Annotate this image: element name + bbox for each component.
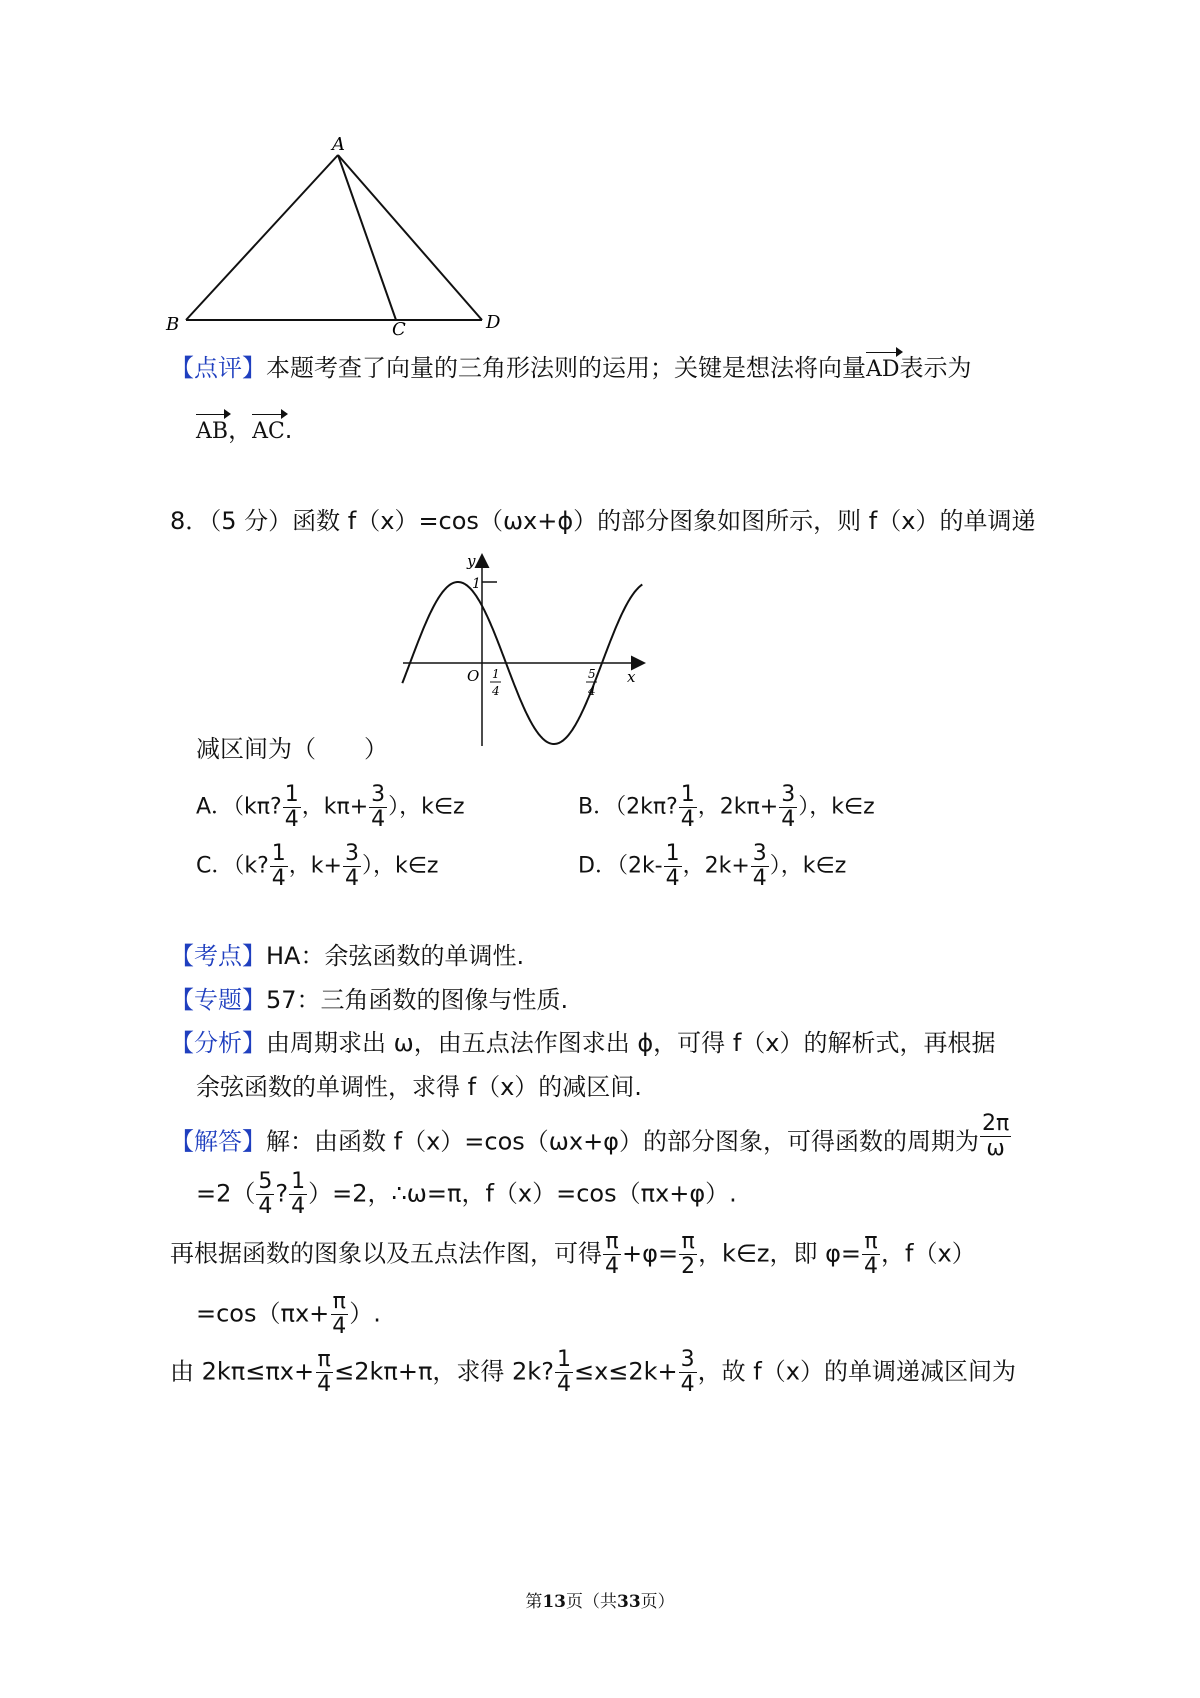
- frac-num: 1: [271, 841, 286, 866]
- frac-den: 4: [271, 866, 286, 891]
- kaodian-line: [170, 940, 524, 972]
- jieda-line-2: [196, 1170, 737, 1219]
- tick2-num: 5: [588, 667, 596, 681]
- review-text: 本题考查了向量的三角形法则的运用；关键是想法将向量: [266, 354, 866, 382]
- frac-num: π: [317, 1347, 331, 1372]
- vector-ac: AC: [252, 416, 285, 448]
- fenxi-line-2: 余弦函数的单调性，求得 f（x）的减区间.: [196, 1073, 642, 1101]
- review-tag: 【点评】: [170, 354, 266, 382]
- footer-page: 13: [542, 1592, 566, 1612]
- kaodian-text: HA：余弦函数的单调性.: [266, 942, 525, 970]
- kaodian-tag: 【考点】: [170, 942, 266, 970]
- option-c[interactable]: [196, 842, 438, 891]
- frac-den: 4: [556, 1372, 571, 1397]
- frac-num: 1: [665, 841, 680, 866]
- line4-b: ）.: [349, 1299, 381, 1328]
- fraction: [679, 1348, 697, 1397]
- frac-den: 2: [681, 1254, 696, 1279]
- option-c-mid: ，k+: [288, 853, 342, 879]
- frac-num: 3: [781, 782, 796, 807]
- missing-glyph: ?: [257, 853, 269, 879]
- frac-den: 4: [284, 807, 299, 832]
- line5-b: ≤2kπ+π，求得 2k: [334, 1357, 542, 1386]
- cosine-graph: [395, 548, 655, 758]
- zhuanti-tag: 【专题】: [170, 986, 266, 1014]
- frac-num: 3: [344, 841, 359, 866]
- y-one-label: 1: [472, 576, 481, 592]
- frac-num: 3: [752, 841, 767, 866]
- fraction: [603, 1230, 621, 1279]
- frac-den: 4: [605, 1254, 619, 1279]
- option-b-mid: ，2kπ+: [697, 794, 779, 820]
- missing-glyph: ?: [666, 794, 678, 820]
- label-d: D: [486, 312, 501, 333]
- frac-num: π: [332, 1289, 346, 1314]
- frac-den: 4: [665, 866, 680, 891]
- frac-num: π: [681, 1229, 695, 1254]
- frac-num: 3: [680, 1347, 695, 1372]
- label-c: C: [392, 319, 406, 340]
- fraction: [555, 1348, 573, 1397]
- x-axis-label: x: [627, 668, 636, 686]
- footer-post: 页）: [640, 1592, 675, 1612]
- frac-den: 4: [752, 866, 767, 891]
- fraction-2pi-omega: [980, 1112, 1011, 1161]
- line4-a: =cos（πx+: [196, 1299, 330, 1328]
- frac-den: 4: [371, 807, 386, 832]
- line3-b: +φ=: [622, 1239, 679, 1268]
- line3-c: ，k∈z，即 φ=: [698, 1239, 862, 1268]
- frac-den: 4: [680, 807, 695, 832]
- side-ad: [338, 155, 482, 320]
- option-d-prefix: D．（2k-: [578, 853, 663, 879]
- page-footer: [0, 1587, 1200, 1612]
- fraction: [679, 1230, 697, 1279]
- jieda-text: 解：由函数 f（x）=cos（ωx+φ）的部分图象，可得函数的周期为: [266, 1127, 980, 1156]
- frac-den: 4: [344, 866, 359, 891]
- frac-num: 2π: [982, 1111, 1010, 1136]
- fraction: [289, 1170, 307, 1219]
- option-a[interactable]: [196, 783, 465, 832]
- zhuanti-line: [170, 984, 568, 1016]
- missing-glyph: ?: [275, 1179, 289, 1208]
- jieda-line-5: [170, 1348, 1016, 1397]
- fraction: [751, 842, 769, 891]
- tick1-den: 4: [492, 684, 500, 698]
- jieda-line-4: [196, 1290, 381, 1339]
- option-d-mid: ，2k+: [682, 853, 750, 879]
- option-c-suffix: ），k∈z: [361, 853, 439, 879]
- missing-glyph: ?: [270, 794, 282, 820]
- frac-num: π: [864, 1229, 878, 1254]
- fraction: [270, 842, 288, 891]
- line2-b: ）=2，∴ω=π，f（x）=cos（πx+φ）.: [308, 1179, 737, 1208]
- frac-den: 4: [317, 1372, 332, 1397]
- fraction: [256, 1170, 274, 1219]
- fenxi-line: [170, 1027, 995, 1059]
- review-line: [170, 352, 972, 386]
- frac-num: 1: [291, 1169, 306, 1194]
- frac-num: 1: [680, 782, 695, 807]
- frac-den: 4: [864, 1254, 879, 1279]
- option-b[interactable]: [578, 783, 875, 832]
- review-end: .: [284, 416, 293, 444]
- question-stem: 8．（5 分）函数 f（x）=cos（ωx+ϕ）的部分图象如图所示，则 f（x）的单调递: [170, 507, 1036, 535]
- label-b: B: [166, 314, 180, 335]
- option-b-prefix: B．（2kπ: [578, 794, 667, 820]
- option-a-mid: ，kπ+: [301, 794, 369, 820]
- question-stem-2: 减区间为（ ）: [196, 735, 388, 763]
- zhuanti-text: 57：三角函数的图像与性质.: [266, 986, 569, 1014]
- line5-a: 由 2kπ≤πx+: [170, 1357, 315, 1386]
- frac-num: 1: [556, 1347, 571, 1372]
- option-d-suffix: ），k∈z: [769, 853, 847, 879]
- line5-c: ≤x≤2k+: [573, 1357, 678, 1386]
- footer-mid: 页（共: [566, 1592, 617, 1612]
- frac-den: 4: [258, 1194, 273, 1219]
- line3-a: 再根据函数的图象以及五点法作图，可得: [170, 1239, 602, 1268]
- option-a-suffix: ），k∈z: [388, 794, 465, 820]
- fenxi-tag: 【分析】: [170, 1029, 266, 1057]
- missing-glyph: ?: [541, 1357, 554, 1386]
- origin-label: O: [467, 667, 480, 685]
- triangle-figure: [160, 130, 520, 340]
- frac-den: 4: [291, 1194, 306, 1219]
- fraction: [679, 783, 697, 832]
- fraction: [862, 1230, 880, 1279]
- frac-den: 4: [680, 1372, 695, 1397]
- review-text2: 表示为: [899, 354, 972, 382]
- side-ab: [186, 155, 338, 320]
- vector-ad: AD: [866, 354, 900, 386]
- frac-den: ω: [986, 1136, 1005, 1161]
- footer-pre: 第: [525, 1592, 543, 1612]
- tick1-num: 1: [492, 667, 500, 681]
- y-axis-label: y: [467, 552, 476, 570]
- option-d[interactable]: [578, 842, 846, 891]
- review-sep: ，: [228, 416, 253, 444]
- frac-den: 4: [781, 807, 796, 832]
- fraction: [343, 842, 361, 891]
- jieda-line-3: [170, 1230, 976, 1279]
- fraction: [330, 1290, 348, 1339]
- fraction: [779, 783, 797, 832]
- frac-num: π: [605, 1229, 619, 1254]
- side-ac: [338, 155, 396, 320]
- frac-num: 3: [371, 782, 386, 807]
- option-c-prefix: C．（k: [196, 853, 258, 879]
- frac-den: 4: [332, 1314, 347, 1339]
- frac-num: 1: [284, 782, 299, 807]
- option-a-prefix: A．（kπ: [196, 794, 271, 820]
- review-line-2: [196, 414, 292, 448]
- jieda-line: [170, 1111, 1012, 1167]
- frac-num: 5: [258, 1169, 273, 1194]
- option-b-suffix: ），k∈z: [798, 794, 875, 820]
- fraction: [664, 842, 682, 891]
- line3-d: ，f（x）: [881, 1239, 976, 1268]
- line5-d: ，故 f（x）的单调递减区间为: [697, 1357, 1016, 1386]
- fraction: [369, 783, 387, 832]
- vector-ab: AB: [196, 416, 228, 448]
- tick2-den: 4: [588, 684, 596, 698]
- footer-total: 33: [617, 1592, 641, 1612]
- fenxi-text: 由周期求出 ω，由五点法作图求出 ϕ，可得 f（x）的解析式，再根据: [266, 1029, 996, 1057]
- fraction: [315, 1348, 333, 1397]
- jieda-tag: 【解答】: [170, 1127, 266, 1156]
- fraction: [283, 783, 301, 832]
- line2-a: =2（: [196, 1179, 256, 1208]
- label-a: A: [332, 134, 345, 155]
